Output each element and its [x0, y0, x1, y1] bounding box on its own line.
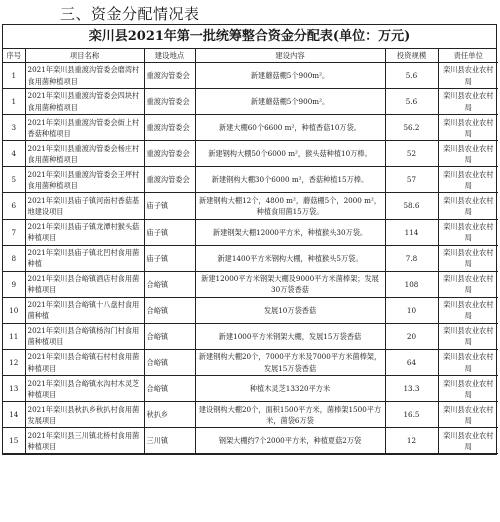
row-number-cell: 13	[3, 376, 25, 402]
project-name-cell: 2021年栾川县重渡沟管委会王坪村食用菌种植项目	[25, 167, 144, 193]
investment-amount-cell: 12	[385, 428, 438, 454]
table-row	[3, 350, 498, 376]
project-content-cell: 发展10万袋香菇	[195, 297, 385, 323]
investment-amount-cell: 20	[385, 323, 438, 349]
project-content-cell: 新建12000平方米钢架大棚及9000平方米菌棒架；发展30万袋香菇	[195, 271, 385, 297]
responsible-unit-cell: 栾川县农业农村局	[438, 115, 498, 141]
responsible-unit-cell: 栾川县农业农村局	[438, 89, 498, 115]
header-row	[3, 49, 498, 63]
project-content-cell: 种植木灵芝13320平方米	[195, 376, 385, 402]
col-header-no: 序号	[3, 49, 25, 63]
investment-amount-cell: 108	[385, 271, 438, 297]
project-name-cell: 2021年栾川县合峪镇杨沟门村食用菌种植项目	[25, 323, 144, 349]
responsible-unit-cell: 栾川县农业农村局	[438, 376, 498, 402]
investment-amount-cell: 16.5	[385, 402, 438, 428]
project-location-cell: 合峪镇	[144, 271, 195, 297]
project-location-cell: 重渡沟管委会	[144, 89, 195, 115]
responsible-unit-cell: 栾川县农业农村局	[438, 167, 498, 193]
project-location-cell: 重渡沟管委会	[144, 115, 195, 141]
row-number-cell: 9	[3, 271, 25, 297]
responsible-unit-cell: 栾川县农业农村局	[438, 428, 498, 454]
project-name-cell: 2021年栾川县重渡沟管委会街上村香菇种植项目	[25, 115, 144, 141]
allocation-table	[2, 24, 497, 455]
row-number-cell: 7	[3, 219, 25, 245]
project-name-cell: 2021年栾川县秋扒乡秋扒村食用菌发展项目	[25, 402, 144, 428]
investment-amount-cell: 64	[385, 350, 438, 376]
row-number-cell: 15	[3, 428, 25, 454]
row-number-cell: 8	[3, 245, 25, 271]
project-location-cell: 秋扒乡	[144, 402, 195, 428]
table-row	[3, 219, 498, 245]
responsible-unit-cell: 栾川县农业农村局	[438, 141, 498, 167]
responsible-unit-cell: 栾川县农业农村局	[438, 193, 498, 219]
investment-amount-cell: 52	[385, 141, 438, 167]
investment-amount-cell: 56.2	[385, 115, 438, 141]
row-number-cell: 1	[3, 63, 25, 89]
project-content-cell: 钢架大棚约7个2000平方米，种植夏菇2万袋	[195, 428, 385, 454]
responsible-unit-cell: 栾川县农业农村局	[438, 219, 498, 245]
row-number-cell: 4	[3, 141, 25, 167]
project-location-cell: 庙子镇	[144, 193, 195, 219]
row-number-cell: 1	[3, 89, 25, 115]
project-content-cell: 新建钢架大棚12000平方米，种植猴头30万袋。	[195, 219, 385, 245]
row-number-cell: 3	[3, 115, 25, 141]
col-header-amount: 投资规模	[385, 49, 438, 63]
project-content-cell: 新建蘑菇棚5个900m²。	[195, 89, 385, 115]
data-table	[3, 49, 498, 454]
row-number-cell: 14	[3, 402, 25, 428]
project-name-cell: 2021年栾川县庙子镇河南村香菇基地建设项目	[25, 193, 144, 219]
project-name-cell: 2021年栾川县三川镇北桥村食用菌种植项目	[25, 428, 144, 454]
project-content-cell: 新建钢构大棚50个6000 m²，猴头菇种植10万棒。	[195, 141, 385, 167]
project-location-cell: 庙子镇	[144, 245, 195, 271]
project-name-cell: 2021年栾川县合峪镇酒店村食用菌种植项目	[25, 271, 144, 297]
row-number-cell: 5	[3, 167, 25, 193]
project-name-cell: 2021年栾川县庙子镇龙潭村猴头菇种植项目	[25, 219, 144, 245]
responsible-unit-cell: 栾川县农业农村局	[438, 271, 498, 297]
investment-amount-cell: 7.8	[385, 245, 438, 271]
row-number-cell: 11	[3, 323, 25, 349]
project-content-cell: 新建钢构大棚12个，4800 m²，蘑菇棚5个，2000 m²，种植食用菌15万袋。	[195, 193, 385, 219]
table-row	[3, 245, 498, 271]
investment-amount-cell: 5.6	[385, 63, 438, 89]
table-row	[3, 141, 498, 167]
project-location-cell: 重渡沟管委会	[144, 167, 195, 193]
section-title: 三、资金分配情况表	[60, 5, 200, 23]
project-location-cell: 合峪镇	[144, 297, 195, 323]
investment-amount-cell: 57	[385, 167, 438, 193]
investment-amount-cell: 10	[385, 297, 438, 323]
investment-amount-cell: 114	[385, 219, 438, 245]
table-row	[3, 115, 498, 141]
investment-amount-cell: 5.6	[385, 89, 438, 115]
project-name-cell: 2021年栾川县合峪镇石村村食用菌种植项目	[25, 350, 144, 376]
project-location-cell: 庙子镇	[144, 219, 195, 245]
table-row	[3, 89, 498, 115]
col-header-name: 项目名称	[25, 49, 144, 63]
project-location-cell: 重渡沟管委会	[144, 141, 195, 167]
project-name-cell: 2021年栾川县重渡沟管委会磨湾村食用菌种植项目	[25, 63, 144, 89]
project-name-cell: 2021年栾川县重渡沟管委会杨庄村食用菌种植项目	[25, 141, 144, 167]
project-name-cell: 2021年栾川县庙子镇北凹村食用菌种植	[25, 245, 144, 271]
project-name-cell: 2021年栾川县重渡沟管委会四块村食用菌种植项目	[25, 89, 144, 115]
table-row	[3, 297, 498, 323]
col-header-content: 建设内容	[195, 49, 385, 63]
row-number-cell: 10	[3, 297, 25, 323]
table-row	[3, 167, 498, 193]
table-row	[3, 323, 498, 349]
project-location-cell: 合峪镇	[144, 376, 195, 402]
table-row	[3, 376, 498, 402]
table-row	[3, 428, 498, 454]
project-location-cell: 合峪镇	[144, 350, 195, 376]
responsible-unit-cell: 栾川县农业农村局	[438, 245, 498, 271]
project-location-cell: 三川镇	[144, 428, 195, 454]
investment-amount-cell: 13.3	[385, 376, 438, 402]
project-location-cell: 重渡沟管委会	[144, 63, 195, 89]
project-content-cell: 新建钢构大棚30个6000 m²，香菇种植15万棒。	[195, 167, 385, 193]
project-content-cell: 新建1000平方米钢架大棚，发展15万袋香菇	[195, 323, 385, 349]
investment-amount-cell: 58.6	[385, 193, 438, 219]
project-name-cell: 2021年栾川县合峪镇十八盘村食用菌种植	[25, 297, 144, 323]
responsible-unit-cell: 栾川县农业农村局	[438, 350, 498, 376]
responsible-unit-cell: 栾川县农业农村局	[438, 63, 498, 89]
project-content-cell: 新建蘑菇棚5个900m²。	[195, 63, 385, 89]
project-content-cell: 新建1400平方米钢构大棚，种植猴头5万袋。	[195, 245, 385, 271]
col-header-unit: 责任单位	[438, 49, 498, 63]
row-number-cell: 12	[3, 350, 25, 376]
row-number-cell: 6	[3, 193, 25, 219]
responsible-unit-cell: 栾川县农业农村局	[438, 297, 498, 323]
table-row	[3, 402, 498, 428]
project-content-cell: 新建钢构大棚20个，7000平方米及7000平方米菌棒架，发展15万袋香菇	[195, 350, 385, 376]
table-row	[3, 193, 498, 219]
project-content-cell: 新建大棚60个6600 m²，种植香菇10万袋。	[195, 115, 385, 141]
table-title: 栾川县2021年第一批统筹整合资金分配表(单位：万元)	[3, 25, 496, 49]
table-row	[3, 271, 498, 297]
col-header-place: 建设地点	[144, 49, 195, 63]
table-row	[3, 63, 498, 89]
project-content-cell: 建设钢构大棚20个，面积1500平方米，菌棒架1500平方米，菌袋6万袋	[195, 402, 385, 428]
project-name-cell: 2021年栾川县合峪镇水沟村木灵芝种植项目	[25, 376, 144, 402]
responsible-unit-cell: 栾川县农业农村局	[438, 323, 498, 349]
responsible-unit-cell: 栾川县农业农村局	[438, 402, 498, 428]
project-location-cell: 合峪镇	[144, 323, 195, 349]
